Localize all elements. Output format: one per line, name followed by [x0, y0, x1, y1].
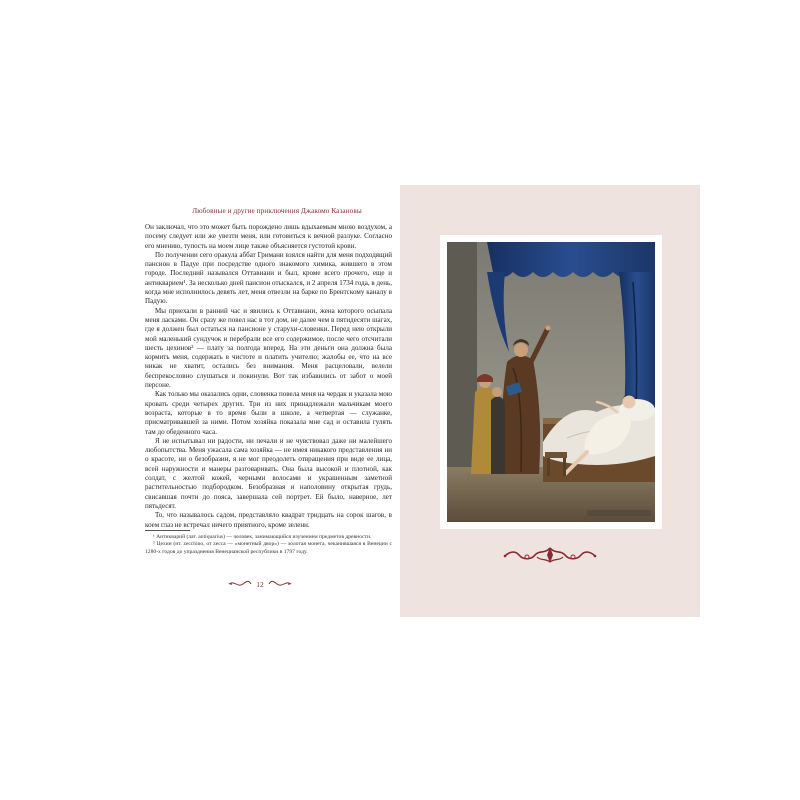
running-head: Любовные и другие приключения Джакомо Казановы [192, 207, 362, 215]
left-page [130, 185, 400, 620]
paragraph: Мы приехали в ранний час и явились к Оттавиани, жена которого осыпала меня ласками. Он сразу же повел нас в тот дом, не далее чем в пятидесяти шагах, где я должен был остаться на пансионе у старухи-словенки. Перед нею открыли мой маленький сундучок и перебрали все его содержимое, после чего отсчитали шесть цехинов² — плату за полгода вперед. На эти деньги она должна была кормить меня, содержать в чистоте и платить учителю; жалобы ее, что на все никак не хватит, остались без внимания. Меня расцеловали, велели беспрекословно слушаться и покинули. Вот так избавились от забот о моей персоне. [145, 306, 392, 390]
footnote-rule [145, 530, 190, 531]
illustration-bedroom-scene [447, 242, 655, 522]
paragraph: Как только мы оказались одни, словенка повела меня на чердак и указала мою кровать среди четырех других. Три из них принадлежали мальчикам моего возраста, которые в то время были в школе, а четвертая — служанке, присматривавшей за ними. Потом хозяйка показала мне сад и оставила гулять там до обеденного часа. [145, 390, 392, 436]
footnotes [145, 534, 392, 556]
folio-ornament-right-icon [268, 580, 292, 588]
paragraph: По получении сего оракула аббат Гримани взялся найти для меня подходящий пансион в Падуе при посредстве одного знакомого химика, жившего в этом городе. Последний назывался Оттавиани и был, кроме всего прочего, еще и антикварием¹. За несколько дней пансион отыскался, и 2 апреля 1734 года, в день, когда мне исполнилось девять лет, меня отвезли на барке по Брентскому каналу в Падую. [145, 250, 392, 306]
footnote: ² Цехин (ит. zecchino, от zecca — «монетный двор») — золотая монета, чеканившаяся в Венеции с 1280-х годов до упразднения Венецианской республики в 1797 году. [145, 541, 392, 555]
paragraph: Я не испытывал ни радости, ни печали и не чувствовал даже ни малейшего любопытства. Меня ужасала сама хозяйка — не имея никакого представления ни о красоте, ни о безобразии, я не мог преодолеть отвращения при виде ее лица, всей наружности и манеры разговаривать. Она была высокой и плотной, как солдат, с желтой кожей, черными волосами и украшенным заметной растительностью подбородком. Безобразная и наполовину открытая грудь, свисавшая почти до пояса, завершала сей портрет. Ей было, наверное, лет пятьдесят. [145, 436, 392, 510]
footnote: ¹ Антикварий (лат. antiquarius) — человек, занимающийся изучением предметов древности. [153, 534, 372, 540]
illustration-plate [447, 242, 655, 522]
folio-ornament-left-icon [228, 580, 252, 588]
decorative-ornament-icon [501, 544, 599, 566]
right-page [400, 185, 700, 617]
body-text [145, 223, 392, 530]
page-number: 12 [256, 579, 264, 589]
paragraph: Он заключал, что это может быть порождено лишь вдыхаемым мною воздухом, а посему следует или же увезти меня, или готовиться к вечной разлуке. Согласно его мнению, тупость на моем лице также объясняется густотой крови. [145, 223, 392, 250]
folio [222, 579, 298, 589]
paragraph: То, что называлось садом, представляло квадрат тридцать на сорок шагов, в коем глаз не встречал ничего приятного, кроме зелени. [145, 511, 392, 529]
illustration-frame [440, 235, 662, 529]
